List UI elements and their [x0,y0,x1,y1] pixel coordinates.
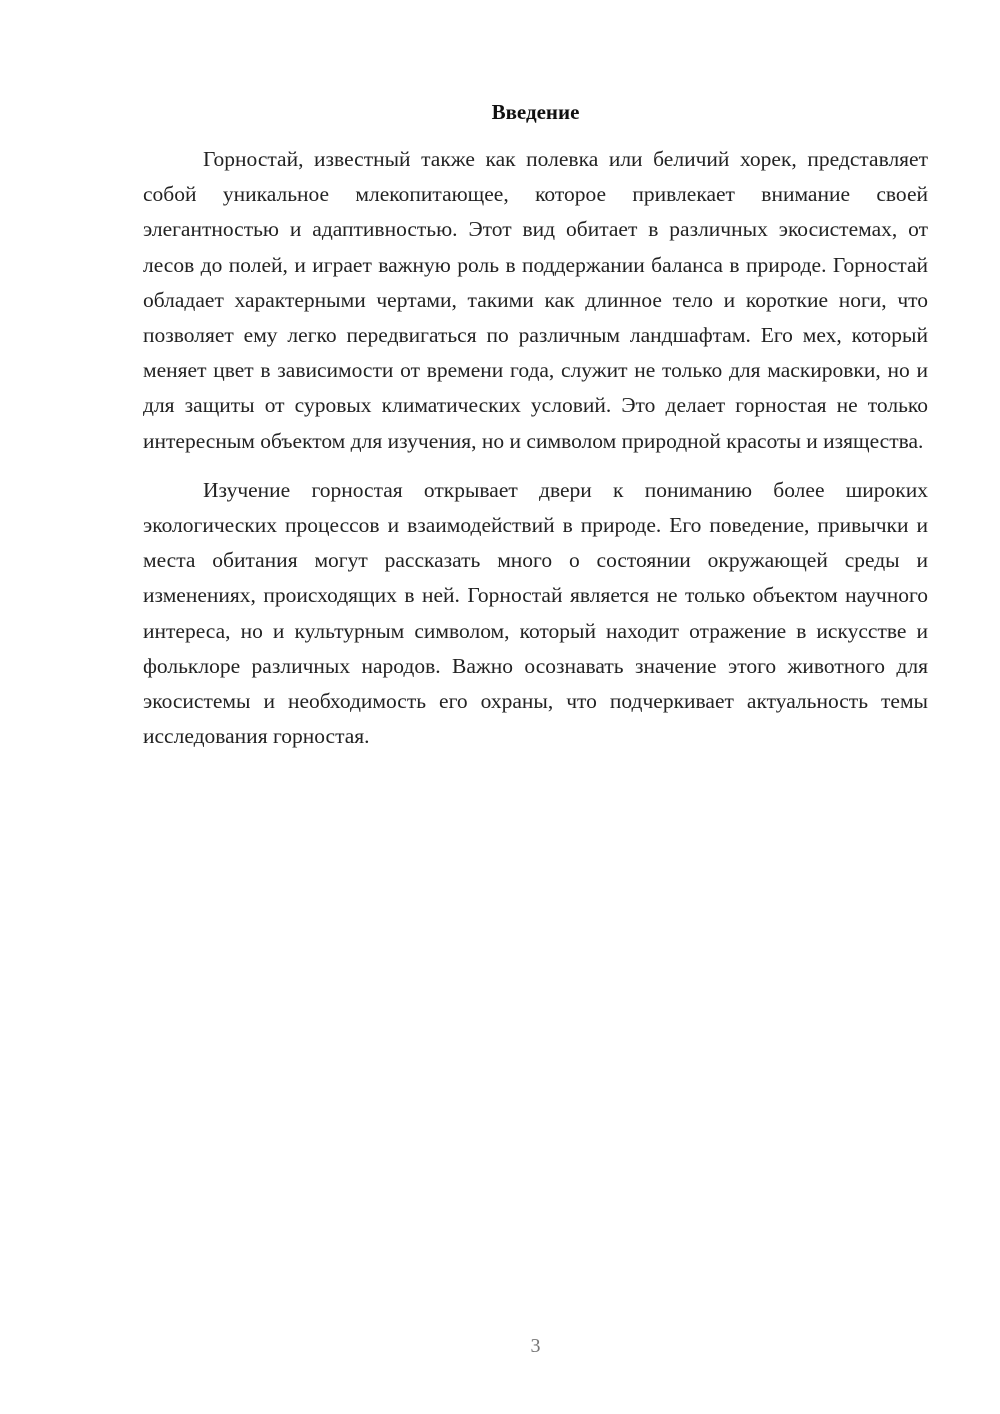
paragraph-1: Горностай, известный также как полевка или беличий хорек, представляет собой уникальное млекопитающее, которое привлекает внимание своей элегантностью и адаптивностью. Этот вид обитает в различных экосистемах, от лесов до полей, и играет важную роль в поддержании баланса в природе. Горностай обладает характерными чертами, такими как длинное тело и короткие ноги, что позволяет ему легко передвигаться по различным ландшафтам. Его мех, который меняет цвет в зависимости от времени года, служит не только для маскировки, но и для защиты от суровых климатических условий. Это делает горностая не только интересным объектом для изучения, но и символом природной красоты и изящества. [143,147,928,453]
page-number: 3 [530,1335,541,1357]
body-text [143,142,928,754]
section-heading: Введение [491,100,580,124]
paragraph-2: Изучение горностая открывает двери к пониманию более широких экологических процессов и взаимодействий в природе. Его поведение, привычки и места обитания могут рассказать много о состоянии окружающей среды и изменениях, происходящих в ней. Горностай является не только объектом научного интереса, но и культурным символом, который находит отражение в искусстве и фольклоре различных народов. Важно осознавать значение этого животного для экосистемы и необходимость его охраны, что подчеркивает актуальность темы исследования горностая. [143,477,928,749]
